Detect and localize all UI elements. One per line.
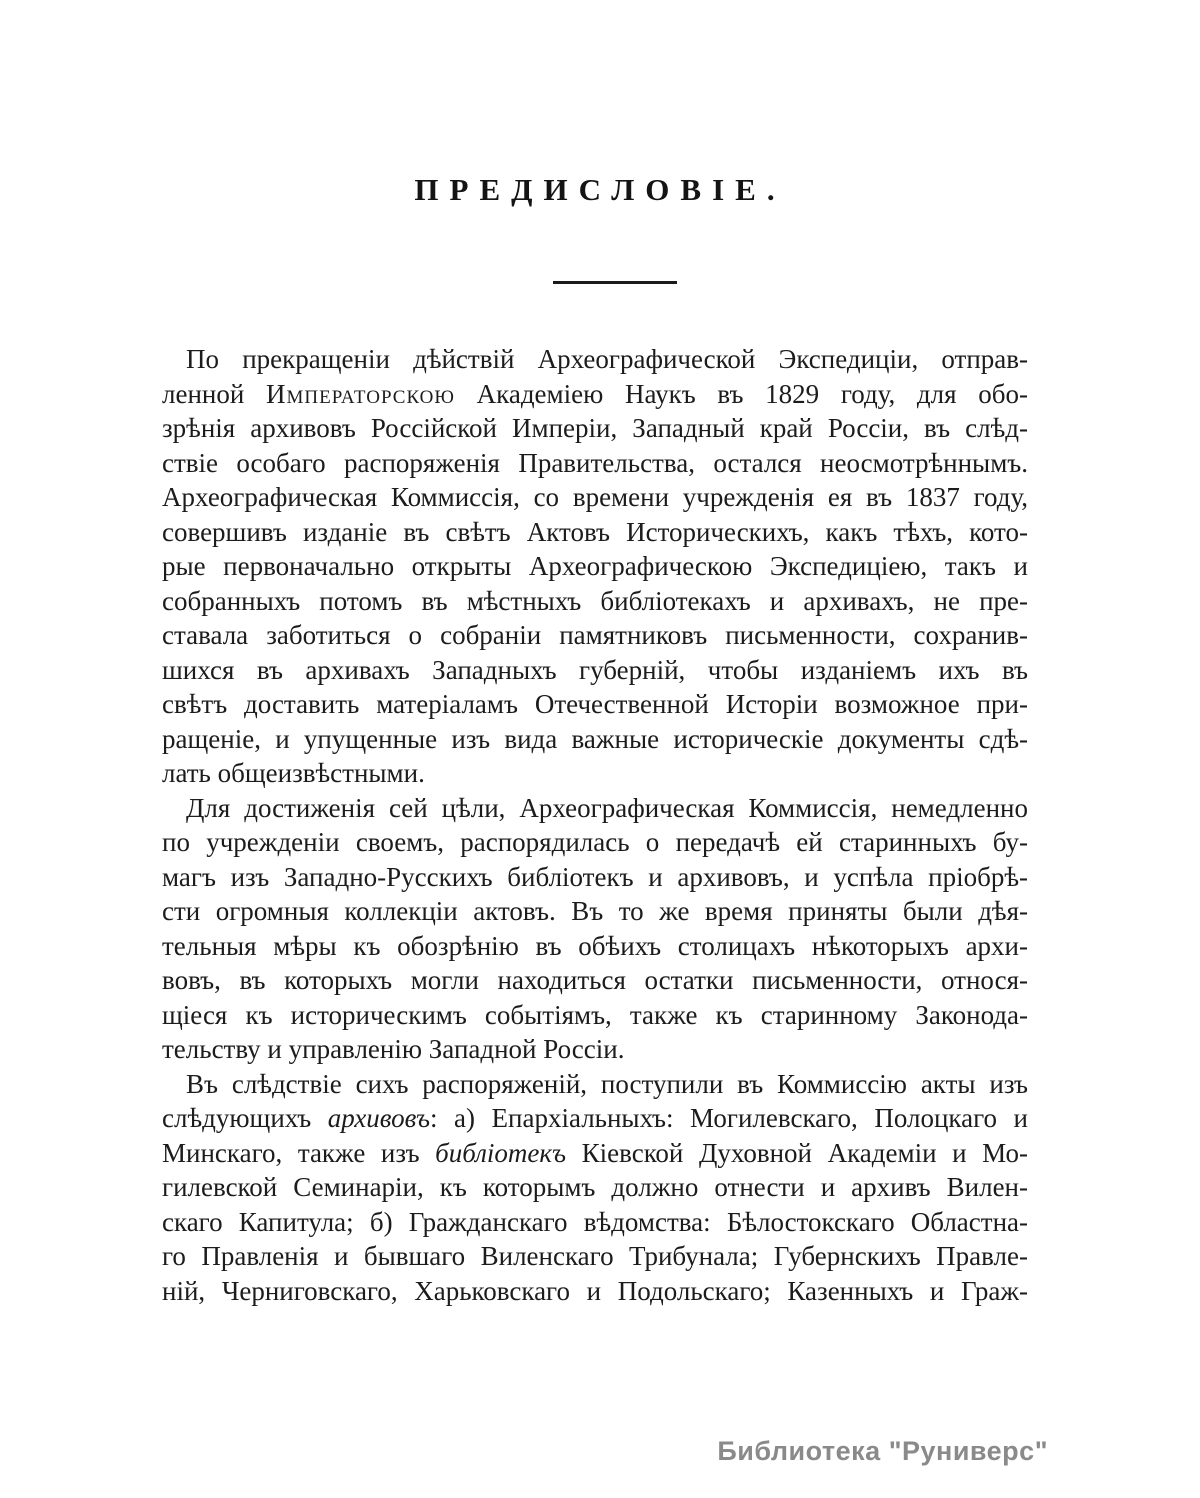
body-line: магъ изъ Западно-Русскихъ библіотекъ и архивовъ, и успѣла пріобрѣ- [162, 861, 1028, 892]
paragraph-1 [162, 342, 1028, 791]
body-line: скаго Капитула; б) Гражданскаго вѣдомства: Бѣлостокскаго Областна- [162, 1206, 1028, 1237]
body-line: щіеся къ историческимъ событіямъ, также къ старинному Законода- [162, 999, 1028, 1030]
body-line: тельству и управленію Западной Россіи. [162, 1034, 625, 1064]
body-line: по учрежденіи своемъ, распорядилась о передачѣ ей старинныхъ бу- [162, 827, 1028, 857]
line-segment: Кіевской Духовной Академіи и Мо- [566, 1137, 1028, 1168]
paragraph-3 [162, 1067, 1028, 1309]
body-line: Для достиженія сей цѣли, Археографическая Коммиссія, немедленно [186, 792, 1028, 823]
body-text [162, 342, 1028, 1308]
italic-segment: архивовъ [327, 1103, 430, 1133]
smallcaps-segment: Императорскою [266, 378, 455, 409]
body-line: ращеніе, и упущенные изъ вида важные историческіе документы сдѣ- [162, 723, 1028, 754]
line-segment: Академіею Наукъ въ 1829 году, для обо- [454, 378, 1028, 409]
body-line: шихся въ архивахъ Западныхъ губерній, чтобы изданіемъ ихъ въ [162, 654, 1028, 685]
body-line: ставала заботиться о собраніи памятниковъ письменности, сохранив- [162, 620, 1028, 650]
paragraph-2 [162, 791, 1028, 1067]
body-line: собранныхъ потомъ въ мѣстныхъ библіотекахъ и архивахъ, не пре- [162, 585, 1028, 616]
line-segment: ленной [162, 378, 267, 409]
line-segment: : а) Епархіальныхъ: Могилевскаго, Полоцкаго и [429, 1103, 1029, 1133]
body-line: рые первоначально открыты Археографическою Экспедиціею, такъ и [162, 551, 1028, 581]
body-line: свѣтъ доставить матеріаламъ Отечественной Исторіи возможное при- [162, 689, 1028, 719]
body-line: ствіе особаго распоряженія Правительства, остался неосмотрѣннымъ. [162, 447, 1028, 478]
body-line: совершивъ изданіе въ свѣтъ Актовъ Историческихъ, какъ тѣхъ, кото- [162, 516, 1028, 547]
body-line [162, 1101, 1028, 1136]
body-line: тельныя мѣры къ обозрѣнію въ обѣихъ столицахъ нѣкоторыхъ архи- [162, 930, 1028, 961]
body-line: вовъ, въ которыхъ могли находиться остатки письменности, относя- [162, 965, 1028, 995]
page-title: ПРЕДИСЛОВІЕ. [414, 172, 786, 207]
line-segment: слѣдующихъ [162, 1103, 328, 1133]
runivers-watermark: Библиотека "Руниверс" [717, 1436, 1048, 1466]
title-divider-rule [553, 281, 677, 284]
body-line: Въ слѣдствіе сихъ распоряженій, поступили въ Коммиссію акты изъ [186, 1068, 1028, 1099]
body-line: сти огромныя коллекціи актовъ. Въ то же время приняты были дѣя- [162, 896, 1028, 926]
line-segment: Минскаго, также изъ [162, 1137, 436, 1168]
body-line: го Правленія и бывшаго Виленскаго Трибунала; Губернскихъ Правле- [162, 1241, 1028, 1271]
body-line: зрѣнія архивовъ Россійской Имперіи, Западный край Россіи, въ слѣд- [162, 413, 1028, 443]
body-line [162, 1136, 1028, 1171]
body-line: По прекращеніи дѣйствій Археографической Экспедиціи, отправ- [186, 344, 1028, 374]
italic-segment: библіотекъ [435, 1137, 567, 1168]
body-line: гилевской Семинаріи, къ которымъ должно отнести и архивъ Вилен- [162, 1172, 1028, 1202]
body-line [162, 377, 1028, 412]
body-line: лать общеизвѣстными. [162, 758, 425, 788]
body-line: ній, Черниговскаго, Харьковскаго и Подольскаго; Казенныхъ и Граж- [162, 1275, 1028, 1306]
body-line: Археографическая Коммиссія, со времени учрежденія ея въ 1837 году, [162, 482, 1028, 512]
